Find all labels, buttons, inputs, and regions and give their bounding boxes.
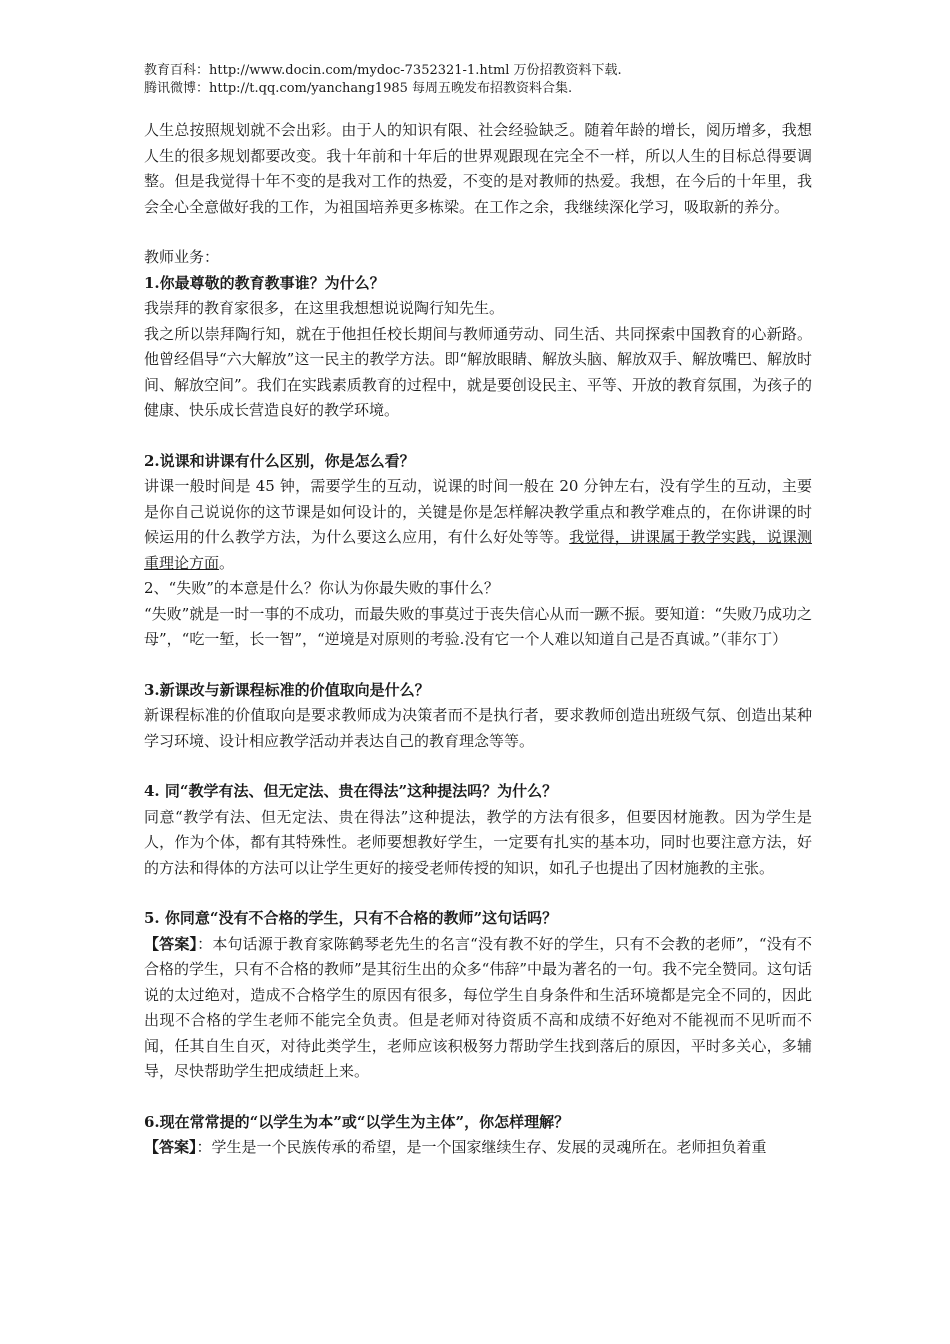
question-5: 5. 你同意“没有不合格的学生，只有不合格的教师”这句话吗？ — [144, 909, 558, 927]
answer-2b-paragraph: “失败”就是一时一事的不成功，而最失败的事莫过于丧失信心从而一蹶不振。要知道：“失败乃成功之母”，“吃一堑，长一智”，“逆境是对原则的考验.没有它一个人难以知道自己是否真诚。”（菲尔丁） — [144, 604, 813, 648]
question-2b: 2、“失败”的本意是什么？你认为你最失败的事什么？ — [144, 579, 499, 597]
header-line-docin: 教育百科：http://www.docin.com/mydoc-7352321-1.html 万份招教资料下载. — [144, 63, 622, 78]
answer-4-paragraph: 同意“教学有法、但无定法、贵在得法”这种提法，教学的方法有很多，但要因材施教。因为学生是人，作为个体，都有其特殊性。老师要想教好学生，一定要有扎实的基本功，同时也要注意方法，好的方法和得体的方法可以让学生更好的接受老师传授的知识，如孔子也提出了因材施教的主张。 — [144, 807, 812, 877]
intro-paragraph: 人生总按照规划就不会出彩。由于人的知识有限、社会经验缺乏。随着年龄的增长，阅历增多，我想人生的很多规划都要改变。我十年前和十年后的世界观跟现在完全不一样，所以人生的目标总得要调整。但是我觉得十年不变的是我对工作的热爱，不变的是对教师的热爱。我想，在今后的十年里，我会全心全意做好我的工作，为祖国培养更多栋梁。在工作之余，我继续深化学习，吸取新的养分。 — [144, 121, 812, 216]
question-2: 2.说课和讲课有什么区别，你是怎么看？ — [144, 451, 415, 470]
answer-6-text: ：学生是一个民族传承的希望，是一个国家继续生存、发展的灵魂所在。老师担负着重 — [196, 1138, 767, 1156]
question-4: 4. 同“教学有法、但无定法、贵在得法”这种提法吗？为什么？ — [144, 782, 558, 800]
header-line-weibo: 腾讯微博：http://t.qq.com/yanchang1985 每周五晚发布招教资料合集. — [144, 81, 573, 96]
document-body — [144, 118, 812, 1161]
question-1: 1.你最尊敬的教育教事谁？为什么？ — [144, 273, 385, 292]
answer-2-underlined: 我觉得，讲课属于教学实践，说课测重理论方面 — [144, 528, 812, 572]
answer-5-text: ：本句话源于教育家陈鹤琴老先生的名言“没有教不好的学生，只有不会教的老师”，“没有不合格的学生，只有不合格的教师”是其衍生出的众多“伟辞”中最为著名的一句。我不完全赞同。这句话说的太过绝对，造成不合格学生的原因有很多，每位学生自身条件和生活环境都是完全不同的，因此出现不合格的学生老师不能完全负责。但是老师对待资质不高和成绩不好绝对不能视而不见听而不闻，任其自生自灭，对待此类学生，老师应该积极努力帮助学生找到落后的原因，平时多关心，多辅导，尽快帮助学生把成绩赶上来。 — [144, 934, 813, 1080]
answer-2-paragraph — [144, 474, 812, 576]
document-header — [144, 62, 812, 98]
section-title: 教师业务： — [144, 248, 220, 266]
answer-5-tag: 【答案】 — [144, 934, 198, 953]
question-6: 6.现在常常提的“以学生为本”或“以学生为主体”，你怎样理解？ — [144, 1112, 570, 1131]
document-page — [144, 62, 812, 1161]
answer-1-line: 我崇拜的教育家很多，在这里我想想说说陶行知先生。 — [144, 299, 505, 317]
answer-6-tag: 【答案】 — [144, 1138, 197, 1156]
answer-1-paragraph: 我之所以崇拜陶行知，就在于他担任校长期间与教师通劳动、同生活、共同探索中国教育的心新路。他曾经倡导“六大解放”这一民主的教学方法。即“解放眼睛、解放头脑、解放双手、解放嘴巴、解放时间、解放空间”。我们在实践素质教育的过程中，就是要创设民主、平等、开放的教育氛围，为孩子的健康、快乐成长营造良好的教学环境。 — [144, 324, 813, 419]
answer-6-paragraph — [144, 1135, 812, 1161]
question-3: 3.新课改与新课程标准的价值取向是什么？ — [144, 680, 430, 699]
answer-2-main: 讲课一般时间是 45 钟，需要学生的互动，说课的时间一般在 20 分钟左右，没有学生的互动，主要是你自己说说你的这节课是如何设计的，关键是你是怎样解决教学重点和教学难点的，在你讲课的时候运用的什么教学方法，为什么要这么应用，有什么好处等等。 — [144, 477, 812, 546]
answer-2-end: 。 — [219, 553, 235, 572]
answer-3-paragraph: 新课程标准的价值取向是要求教师成为决策者而不是执行者，要求教师创造出班级气氛、创造出某种学习环境、设计相应教学活动并表达自己的教育理念等等。 — [144, 706, 812, 750]
answer-5-paragraph — [144, 932, 812, 1085]
